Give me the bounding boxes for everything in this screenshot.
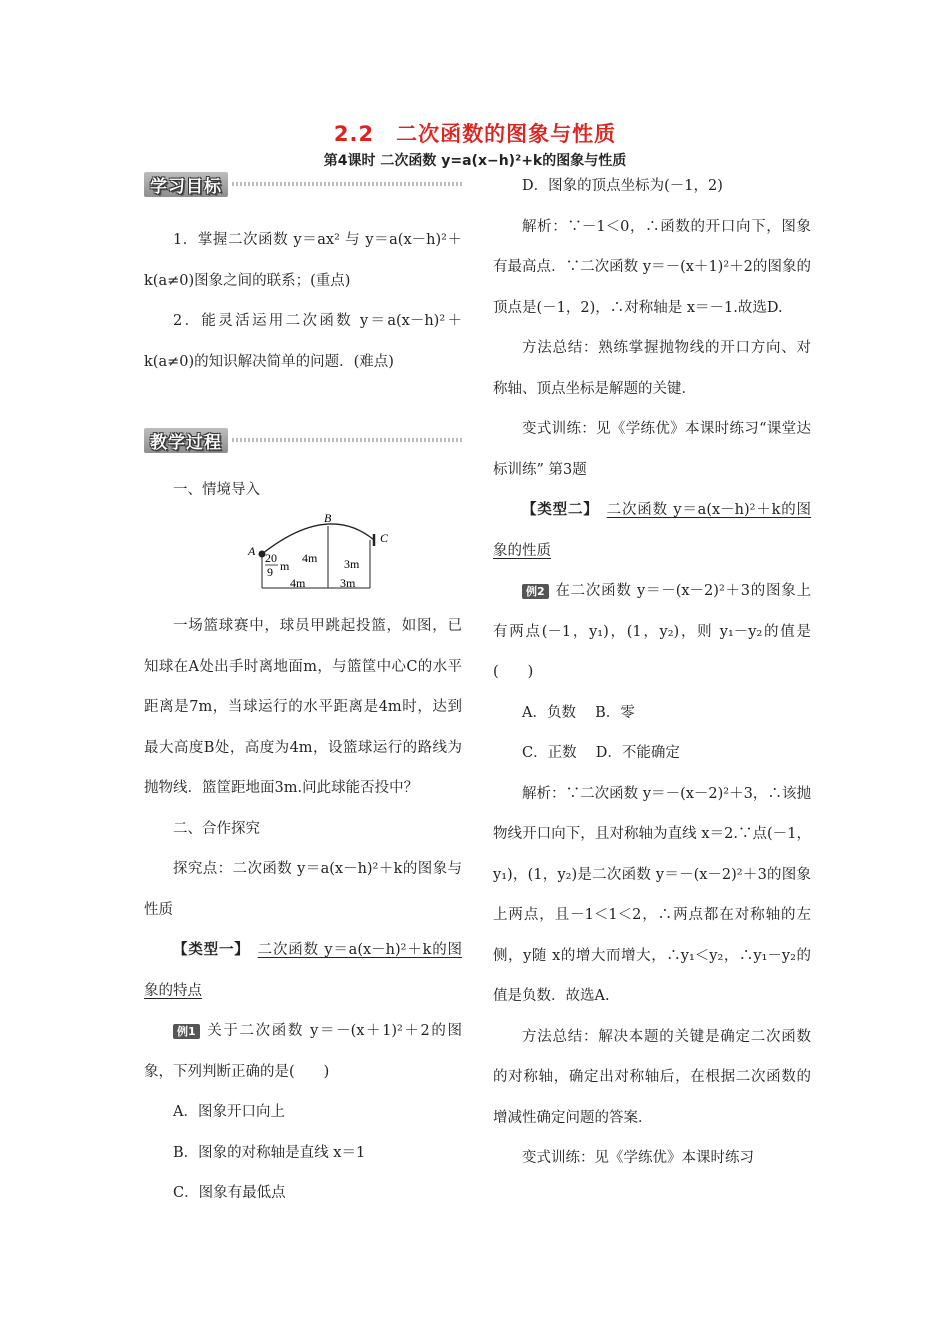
type2-title: 二次函数 y＝a(x－h)²＋k的图象的性质 (493, 502, 812, 559)
example2-options: C．正数 D．不能确定 (522, 745, 680, 761)
type1-heading (144, 930, 462, 1011)
label-peak-height: 4m (302, 551, 318, 565)
label-height-den: 9 (267, 565, 273, 579)
type2-tag: 【类型二】 (522, 501, 592, 518)
label-dist-1: 4m (290, 576, 306, 590)
label-b: B (324, 512, 332, 525)
banner-divider (232, 438, 462, 442)
process-banner (144, 428, 462, 452)
example1-option: C．图象有最低点 (173, 1185, 286, 1201)
example1-question (144, 1011, 462, 1092)
lesson-subtitle: 第4课时 二次函数 y=a(x−h)²+k的图象与性质 (323, 153, 627, 169)
example2-options: A．负数 B．零 (522, 704, 635, 721)
type1-title: 二次函数 y＝a(x－h)²＋k的图象的特点 (144, 942, 463, 999)
example2-analysis: 解析：∵二次函数 y＝－(x－2)²＋3，∴该抛物线开口向下，且对称轴为直线 x＝2.∵点(－1，y₁)，(1，y₂)是二次函数 y＝－(x－2)²＋3的图象上两点，且－1＜1＜2，∴两点都在对称轴的左侧，y随 x的增大而增大，∴y₁＜y₂，∴y₁－y₂的值是负数．故选A. (493, 785, 811, 1004)
label-height-unit: m (280, 559, 290, 573)
example2-practice: 变式训练：见《学练优》本课时练习 (522, 1150, 754, 1166)
label-dist-2: 3m (340, 576, 356, 590)
section-heading: 一、情境导入 (173, 482, 260, 498)
goal-item: 1．掌握二次函数 y＝ax² 与 y＝a(x－h)²＋k(a≠0)图象之间的联系；(重点) (144, 232, 462, 289)
section-heading: 二、合作探究 (173, 820, 260, 837)
main-left-text (144, 606, 462, 1214)
example1-summary: 方法总结：熟练掌握抛物线的开口方向、对称轴、顶点坐标是解题的关键． (493, 340, 811, 397)
trajectory-arc (262, 524, 374, 554)
example2-badge: 例2 (522, 584, 549, 599)
scenario-text: 一场篮球赛中，球员甲跳起投篮，如图，已知球在A处出手时离地面m，与篮筐中心C的水平距离是7m，当球运行的水平距离是4m时，达到最大高度B处，高度为4m，设篮球运行的路线为抛物线．篮筐距地面3m.问此球能否投中？ (144, 618, 462, 796)
goals-banner (144, 172, 462, 196)
example1-question-text: 关于二次函数 y＝－(x＋1)²＋2的图象，下列判断正确的是( ) (144, 1023, 462, 1080)
label-hoop-height: 3m (344, 557, 360, 571)
example1-option: D．图象的顶点坐标为(－1，2) (522, 178, 723, 194)
example1-analysis: 解析：∵－1＜0，∴函数的开口向下，图象有最高点．∵二次函数 y＝－(x＋1)²＋2的图象的顶点是(－1，2)，∴对称轴是 x＝－1.故选D. (493, 218, 811, 316)
goal-item: 2．能灵活运用二次函数 y＝a(x－h)²＋k(a≠0)的知识解决简单的问题．(难点) (144, 313, 462, 370)
basketball-figure (240, 512, 400, 592)
explore-text: 探究点：二次函数 y＝a(x－h)²＋k的图象与性质 (144, 861, 462, 918)
label-c: C (380, 531, 389, 545)
process-banner-label: 教学过程 (144, 428, 228, 453)
example2-question (493, 571, 811, 693)
goals-banner-label: 学习目标 (144, 172, 228, 197)
example1-badge: 例1 (173, 1024, 200, 1039)
example1-option: A．图象开口向上 (173, 1104, 285, 1120)
intro-heading-block (144, 470, 462, 511)
banner-divider (232, 182, 462, 186)
example1-option: B．图象的对称轴是直线 x＝1 (173, 1144, 366, 1161)
example2-question-text: 在二次函数 y＝－(x－2)²＋3的图象上有两点(－1，y₁)，(1，y₂)，则 y₁－y₂的值是( ) (493, 583, 811, 680)
main-right-text (493, 166, 811, 1179)
example1-practice: 变式训练：见《学练优》本课时练习“课堂达标训练” 第3题 (493, 421, 811, 478)
type2-heading (493, 490, 811, 571)
label-a: A (248, 544, 256, 558)
example2-summary: 方法总结：解决本题的关键是确定二次函数的对称轴，确定出对称轴后，在根据二次函数的增减性确定问题的答案． (493, 1028, 811, 1126)
type1-tag: 【类型一】 (173, 941, 243, 958)
label-height-num: 20 (265, 551, 277, 565)
page-title: 2.2 二次函数的图象与性质 (333, 122, 617, 146)
goals-section (144, 220, 462, 382)
